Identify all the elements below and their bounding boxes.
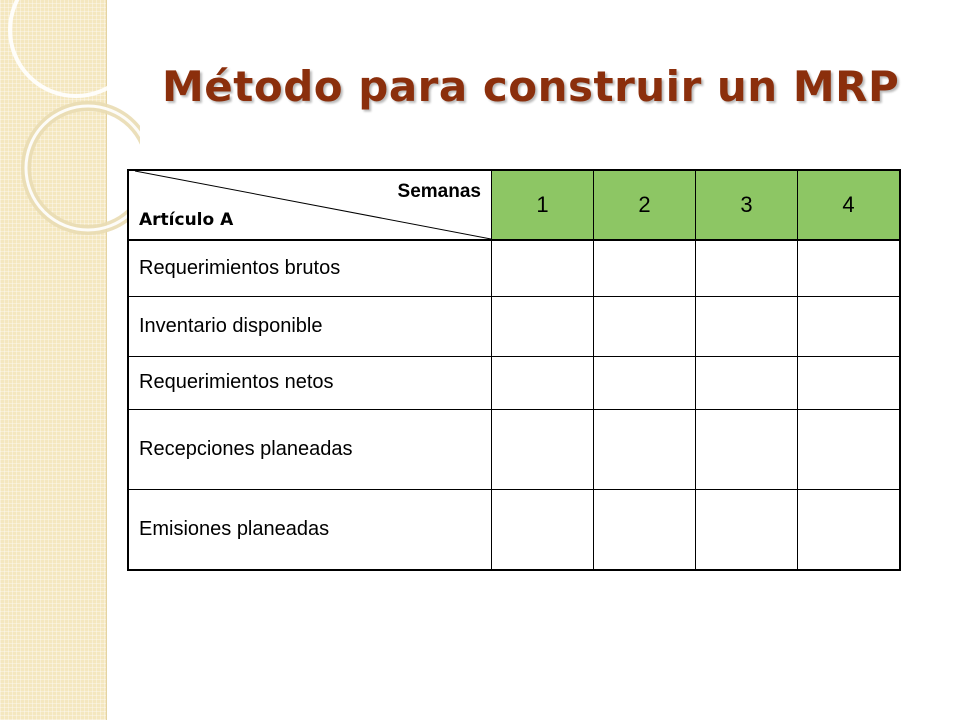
table-row: [128, 356, 900, 409]
item-label: Artículo A: [139, 210, 234, 230]
table-cell: [594, 356, 696, 409]
week-header: 4: [798, 170, 901, 240]
table-cell: [492, 356, 594, 409]
table-cell: [696, 356, 798, 409]
table-cell: [492, 296, 594, 356]
table-row: [128, 296, 900, 356]
table-cell: [594, 489, 696, 570]
table-cell: [492, 240, 594, 296]
table-cell: [798, 240, 901, 296]
week-header: 2: [594, 170, 696, 240]
table-cell: [798, 356, 901, 409]
table-cell: [696, 240, 798, 296]
table-row: [128, 409, 900, 489]
table-cell: [798, 489, 901, 570]
table-header-row: [128, 170, 900, 240]
table-cell: [798, 409, 901, 489]
table-cell: [594, 296, 696, 356]
table-cell: [696, 296, 798, 356]
corner-header-cell: [128, 170, 492, 240]
row-label-net-requirements: Requerimientos netos: [128, 356, 492, 409]
weeks-axis-label: Semanas: [397, 181, 481, 202]
row-label-gross-requirements: Requerimientos brutos: [128, 240, 492, 296]
week-header: 1: [492, 170, 594, 240]
row-label-planned-releases: Emisiones planeadas: [128, 489, 492, 570]
table-row: [128, 489, 900, 570]
table-row: [128, 240, 900, 296]
table-cell: [798, 296, 901, 356]
row-label-available-inventory: Inventario disponible: [128, 296, 492, 356]
row-label-planned-receipts: Recepciones planeadas: [128, 409, 492, 489]
table-cell: [696, 409, 798, 489]
table-cell: [594, 409, 696, 489]
table-cell: [492, 409, 594, 489]
mrp-table: [127, 169, 901, 571]
table-cell: [594, 240, 696, 296]
decorative-side-band: [0, 0, 107, 720]
table-cell: [696, 489, 798, 570]
slide-title: Método para construir un MRP: [162, 62, 900, 111]
week-header: 3: [696, 170, 798, 240]
table-cell: [492, 489, 594, 570]
